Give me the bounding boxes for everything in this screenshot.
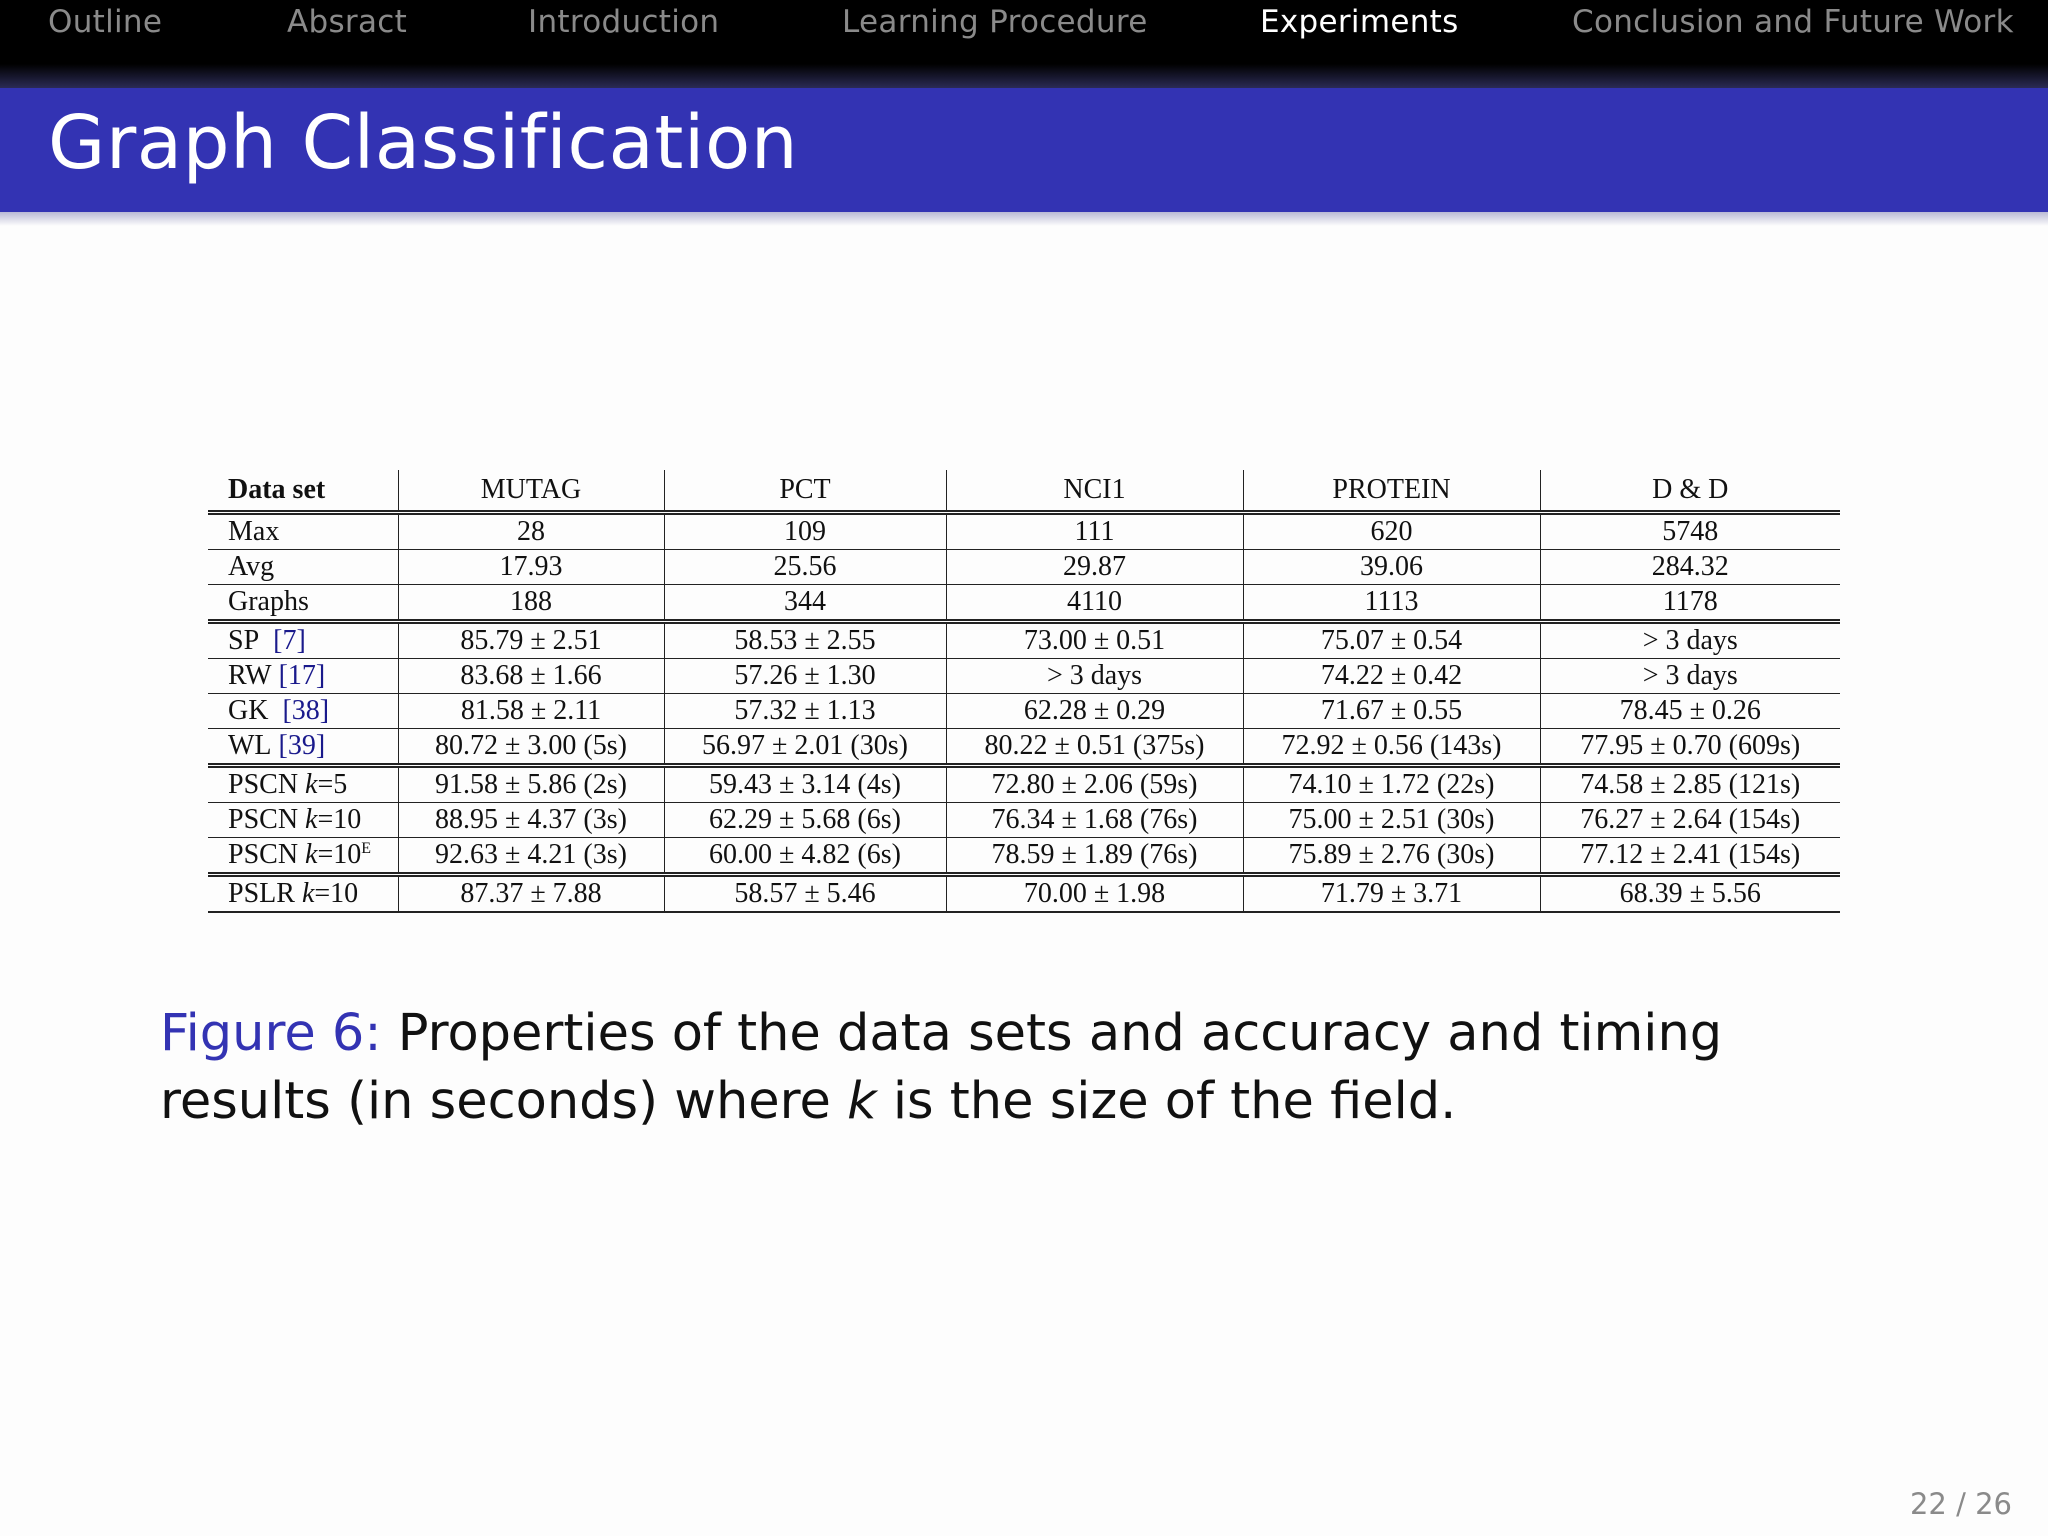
table-row xyxy=(208,513,1840,550)
table-cell: 77.95 ± 0.70 (609s) xyxy=(1540,729,1840,766)
row-label xyxy=(208,838,398,875)
table-cell: 74.58 ± 2.85 (121s) xyxy=(1540,766,1840,803)
method-name: PSCN xyxy=(228,804,299,835)
table-cell: 80.22 ± 0.51 (375s) xyxy=(946,729,1243,766)
table-header-column: NCI1 xyxy=(946,470,1243,513)
table-header-dataset: Data set xyxy=(228,474,326,505)
table-cell: 71.79 ± 3.71 xyxy=(1243,875,1540,913)
k-symbol: k xyxy=(301,878,315,909)
table-row xyxy=(208,875,1840,913)
method-name: SP xyxy=(228,625,260,656)
table-cell: 188 xyxy=(398,585,664,622)
nav-item-learning-procedure[interactable]: Learning Procedure xyxy=(842,4,1148,40)
table-cell: 39.06 xyxy=(1243,550,1540,585)
table-cell: 92.63 ± 4.21 (3s) xyxy=(398,838,664,875)
table-cell: > 3 days xyxy=(946,659,1243,694)
table-cell: 73.00 ± 0.51 xyxy=(946,622,1243,659)
results-table xyxy=(208,470,1840,913)
table-cell: 76.34 ± 1.68 (76s) xyxy=(946,803,1243,838)
table-cell: 29.87 xyxy=(946,550,1243,585)
table-cell: 1178 xyxy=(1540,585,1840,622)
table-cell: 58.53 ± 2.55 xyxy=(664,622,946,659)
figure-label: Figure 6: xyxy=(160,1004,382,1063)
method-name: PSLR xyxy=(228,878,295,909)
table-cell: 91.58 ± 5.86 (2s) xyxy=(398,766,664,803)
table-row xyxy=(208,622,1840,659)
table-header-column: MUTAG xyxy=(398,470,664,513)
table-cell: 72.80 ± 2.06 (59s) xyxy=(946,766,1243,803)
table-body xyxy=(208,513,1840,913)
table-cell: 28 xyxy=(398,513,664,550)
method-name: GK xyxy=(228,695,269,726)
table-cell: 62.29 ± 5.68 (6s) xyxy=(664,803,946,838)
table-cell: 81.58 ± 2.11 xyxy=(398,694,664,729)
page-total: 26 xyxy=(1975,1487,2012,1521)
k-value: =10 xyxy=(317,804,362,835)
table-header-column: PROTEIN xyxy=(1243,470,1540,513)
nav-item-outline[interactable]: Outline xyxy=(48,4,163,40)
table-cell: 74.10 ± 1.72 (22s) xyxy=(1243,766,1540,803)
k-value: =10 xyxy=(314,878,359,909)
table-cell: > 3 days xyxy=(1540,659,1840,694)
table-cell: 75.89 ± 2.76 (30s) xyxy=(1243,838,1540,875)
method-name: PSCN xyxy=(228,839,299,870)
table-header-row xyxy=(208,470,1840,513)
table-cell: 75.00 ± 2.51 (30s) xyxy=(1243,803,1540,838)
table-cell: 109 xyxy=(664,513,946,550)
page-current: 22 xyxy=(1909,1487,1947,1521)
table-cell: 284.32 xyxy=(1540,550,1840,585)
table-cell: 56.97 ± 2.01 (30s) xyxy=(664,729,946,766)
table-cell: 17.93 xyxy=(398,550,664,585)
caption-text-part2: is the size of the field. xyxy=(876,1072,1457,1131)
k-value: =5 xyxy=(317,769,348,800)
row-label: Max xyxy=(228,516,280,547)
table-row xyxy=(208,550,1840,585)
table-cell: 344 xyxy=(664,585,946,622)
k-symbol: k xyxy=(305,804,318,835)
table-cell: 78.45 ± 0.26 xyxy=(1540,694,1840,729)
nav-item-conclusion[interactable]: Conclusion and Future Work xyxy=(1572,4,2014,40)
table-row xyxy=(208,803,1840,838)
table-cell: 74.22 ± 0.42 xyxy=(1243,659,1540,694)
table-cell: 60.00 ± 4.82 (6s) xyxy=(664,838,946,875)
table-cell: 4110 xyxy=(946,585,1243,622)
page-number xyxy=(1910,1487,2012,1521)
row-label xyxy=(208,766,398,803)
table-cell: 68.39 ± 5.56 xyxy=(1540,875,1840,913)
row-label xyxy=(208,875,398,913)
table-header-column: PCT xyxy=(664,470,946,513)
k-symbol: k xyxy=(305,839,318,870)
table-cell: 80.72 ± 3.00 (5s) xyxy=(398,729,664,766)
table-cell: 59.43 ± 3.14 (4s) xyxy=(664,766,946,803)
table-cell: 70.00 ± 1.98 xyxy=(946,875,1243,913)
table-cell: 57.32 ± 1.13 xyxy=(664,694,946,729)
table-cell: 71.67 ± 0.55 xyxy=(1243,694,1540,729)
table-cell: 620 xyxy=(1243,513,1540,550)
results-table-container xyxy=(208,470,1840,913)
k-symbol: k xyxy=(305,769,318,800)
table-cell: 62.28 ± 0.29 xyxy=(946,694,1243,729)
table-cell: 72.92 ± 0.56 (143s) xyxy=(1243,729,1540,766)
table-header-column: D & D xyxy=(1540,470,1840,513)
table-cell: 87.37 ± 7.88 xyxy=(398,875,664,913)
page-separator: / xyxy=(1956,1487,1966,1521)
table-cell: 88.95 ± 4.37 (3s) xyxy=(398,803,664,838)
table-cell: 111 xyxy=(946,513,1243,550)
table-cell: 77.12 ± 2.41 (154s) xyxy=(1540,838,1840,875)
figure-caption xyxy=(160,1000,1900,1136)
table-cell: 76.27 ± 2.64 (154s) xyxy=(1540,803,1840,838)
title-bar-shadow xyxy=(0,212,2048,226)
citation-link: [39] xyxy=(278,730,326,761)
table-cell: 25.56 xyxy=(664,550,946,585)
table-cell: 75.07 ± 0.54 xyxy=(1243,622,1540,659)
row-label xyxy=(208,729,398,766)
table-cell: > 3 days xyxy=(1540,622,1840,659)
method-name: PSCN xyxy=(228,769,299,800)
method-name: WL xyxy=(228,730,272,761)
citation-link: [7] xyxy=(273,625,306,656)
table-cell: 58.57 ± 5.46 xyxy=(664,875,946,913)
row-label xyxy=(208,659,398,694)
slide-title: Graph Classification xyxy=(48,100,799,186)
table-cell: 57.26 ± 1.30 xyxy=(664,659,946,694)
method-name: RW xyxy=(228,660,272,691)
row-label: Avg xyxy=(228,551,275,582)
caption-k-symbol: k xyxy=(847,1072,877,1131)
table-row xyxy=(208,659,1840,694)
table-row xyxy=(208,585,1840,622)
row-label xyxy=(208,803,398,838)
citation-link: [17] xyxy=(278,660,326,691)
table-cell: 1113 xyxy=(1243,585,1540,622)
nav-item-introduction[interactable]: Introduction xyxy=(528,4,720,40)
nav-item-abstract[interactable]: Absract xyxy=(287,4,408,40)
edge-superscript: E xyxy=(361,840,372,857)
table-row xyxy=(208,766,1840,803)
table-row xyxy=(208,838,1840,875)
row-label xyxy=(208,694,398,729)
table-row xyxy=(208,729,1840,766)
table-cell: 85.79 ± 2.51 xyxy=(398,622,664,659)
caption-text-part1: Properties of the data sets and accuracy and timing results (in seconds) where xyxy=(160,1004,1723,1131)
nav-item-experiments[interactable]: Experiments xyxy=(1260,4,1459,40)
row-label xyxy=(208,622,398,659)
table-row xyxy=(208,694,1840,729)
section-navigation-bar xyxy=(0,0,2048,88)
table-cell: 5748 xyxy=(1540,513,1840,550)
row-label: Graphs xyxy=(228,586,309,617)
table-cell: 78.59 ± 1.89 (76s) xyxy=(946,838,1243,875)
table-cell: 83.68 ± 1.66 xyxy=(398,659,664,694)
citation-link: [38] xyxy=(282,695,330,726)
k-value: =10 xyxy=(317,839,362,870)
